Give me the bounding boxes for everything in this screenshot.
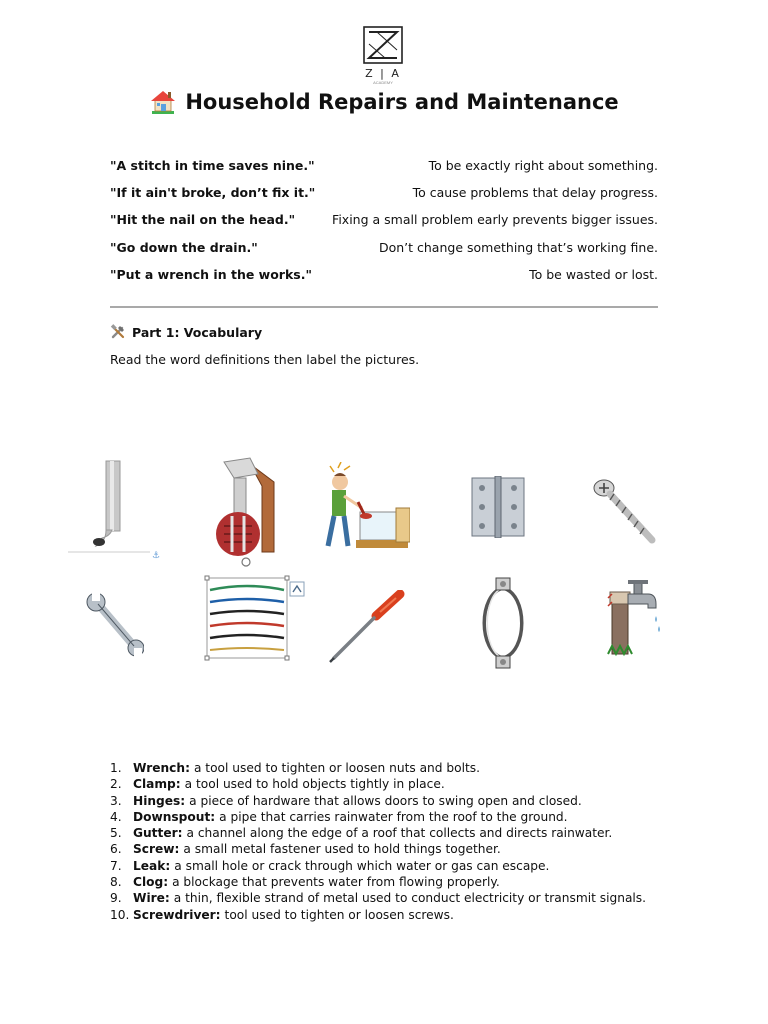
part-1-title: Part 1: Vocabulary [132,324,263,340]
idioms-table [110,158,658,294]
idiom-row [110,240,658,267]
vocab-term: Leak: [133,858,171,873]
idiom-meaning: Don’t change something that’s working fine. [378,239,658,255]
list-number: 9. [110,891,122,906]
vocab-definition: tool used to tighten or loosen screws. [224,907,454,922]
list-item [110,776,670,792]
idiom-meaning: To be exactly right about something. [428,158,658,173]
list-item [110,760,670,776]
part-1-heading [110,324,262,340]
list-item [110,825,670,841]
wire-icon [202,556,310,662]
vocab-term: Wire: [133,891,170,906]
idiom-meaning: Fixing a small problem early prevents bigger issues. [332,212,658,228]
idiom-meaning: To be wasted or lost. [529,266,658,282]
vocab-definition: a tool used to hold objects tightly in place. [184,777,445,792]
list-number: 7. [110,858,122,873]
vocab-term: Hinges: [133,793,186,808]
svg-text:⚓: ⚓ [152,551,161,561]
list-number: 5. [110,826,122,841]
list-number: 1. [110,761,122,775]
list-number: 10. [110,907,130,922]
title-row [0,88,768,121]
list-number: 8. [110,875,122,890]
list-item [110,907,670,923]
list-item [110,793,670,809]
vocab-term: Clog: [133,875,169,890]
idiom-text: "If it ain't broke, don’t fix it." [110,185,316,201]
list-number: 2. [110,777,122,792]
screwdriver-icon [328,590,408,664]
gutter-icon [214,456,278,562]
vocab-definition: a blockage that prevents water from flowing properly. [172,875,500,890]
list-number: 4. [110,809,122,824]
leak-icon [604,576,668,658]
list-item [110,858,670,874]
vocab-definition: a tool used to tighten or loosen nuts and bolts. [193,761,480,775]
list-item [110,809,670,825]
page-title [149,88,618,116]
list-item [110,874,670,890]
vocab-definition: a small metal fastener used to hold things together. [183,842,501,857]
list-number: 3. [110,793,122,808]
logo-mark-icon [363,26,403,64]
idiom-meaning: To cause problems that delay progress. [412,185,658,201]
idiom-text: "A stitch in time saves nine." [110,158,315,173]
idiom-row [110,185,658,212]
part-1-instruction: Read the word definitions then label the pictures. [110,352,420,367]
vocabulary-list [110,760,670,923]
vocab-term: Clamp: [133,777,181,792]
vocab-term: Screwdriver: [133,907,221,922]
vocab-definition: a piece of hardware that allows doors to swing open and closed. [189,793,582,808]
downspout-icon [64,458,164,562]
clog-icon [324,462,410,550]
vocab-definition: a thin, flexible strand of metal used to conduct electricity or transmit signals. [173,891,647,906]
idiom-row [110,212,658,239]
house-icon [149,88,177,116]
hinges-icon [470,476,526,538]
logo-subtitle: ACADEMY [373,80,393,85]
idiom-text: "Put a wrench in the works." [110,266,312,282]
vocab-term: Downspout: [133,809,216,824]
list-number: 6. [110,842,122,857]
vocab-definition: a channel along the edge of a roof that collects and directs rainwater. [186,826,613,841]
idiom-text: "Hit the nail on the head." [110,212,296,228]
vocab-definition: a small hole or crack through which water or gas can escape. [174,858,550,873]
wrench-icon [86,592,144,658]
logo-letters: Z | A [365,67,401,80]
list-item [110,841,670,857]
vocab-term: Wrench: [133,761,190,775]
idiom-text: "Go down the drain." [110,239,258,255]
vocab-term: Gutter: [133,826,183,841]
screw-icon [592,476,658,546]
idiom-row [110,158,658,185]
za-academy-logo [363,26,405,85]
idiom-row [110,267,658,294]
hammer-wrench-icon [110,324,126,340]
list-item [110,890,670,906]
page-title-text: Household Repairs and Maintenance [185,90,619,114]
vocab-definition: a pipe that carries rainwater from the roof to the ground. [219,809,568,824]
vocab-term: Screw: [133,842,180,857]
clamp-icon [474,574,532,672]
section-divider [110,306,658,308]
